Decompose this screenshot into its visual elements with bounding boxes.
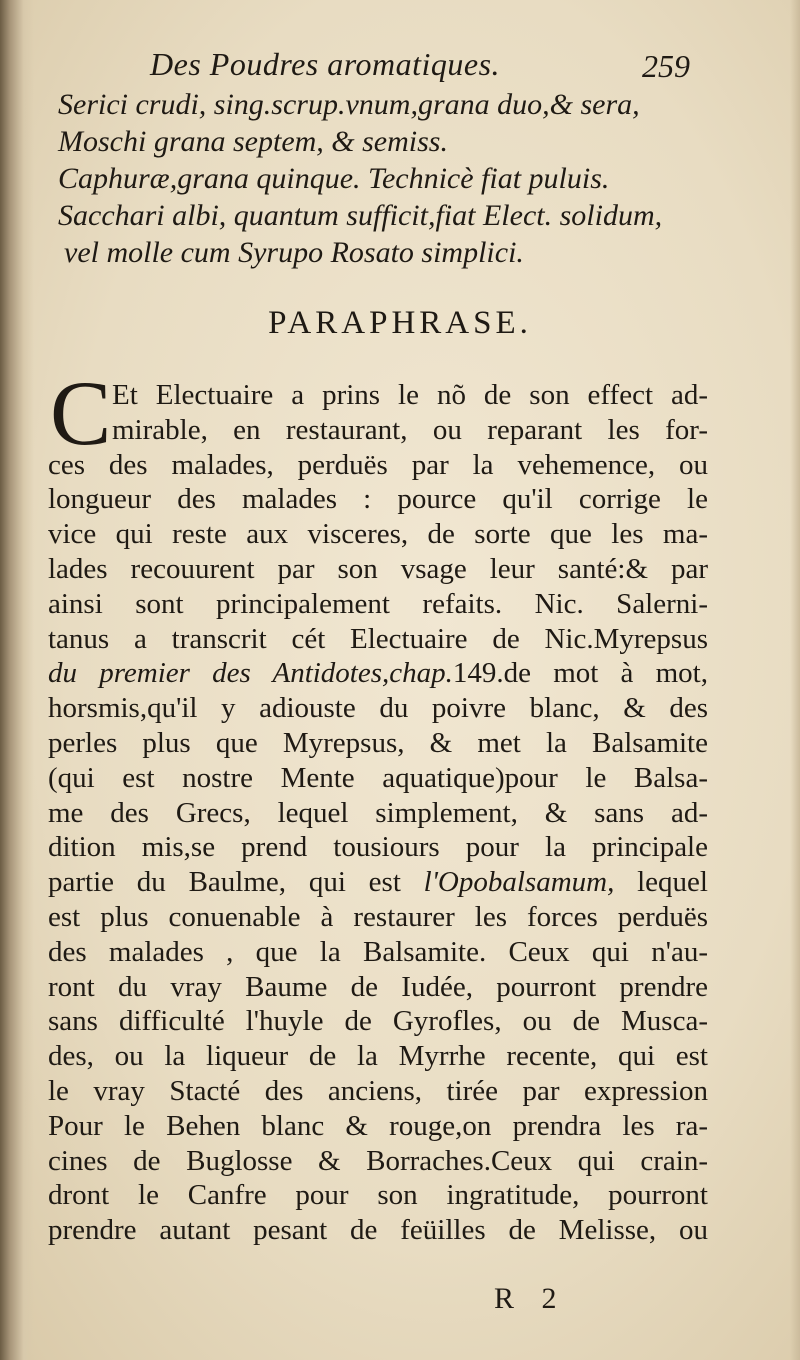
text-line: (qui est nostre Mente aquatique)pour le Balsa-	[48, 761, 708, 794]
text-run: 149.de mot à mot,	[452, 657, 708, 690]
text-run: lequel	[614, 866, 708, 899]
recipe-line: Sacchari albi, quantum sufficit,fiat Elect. solidum,	[58, 199, 663, 232]
text-line: Pour le Behen blanc & rouge,on prendra les ra-	[48, 1109, 708, 1142]
text-line: perles plus que Myrepsus, & met la Balsamite	[48, 726, 708, 759]
text-line: ainsi sont principalement refaits. Nic. Salerni-	[48, 587, 708, 620]
italic-reference: du premier des Antidotes,chap.	[48, 657, 453, 690]
text-line: est plus conuenable à restaurer les forces perduës	[48, 900, 708, 933]
text-line: cines de Buglosse & Borraches.Ceux qui crain-	[48, 1144, 708, 1177]
text-line	[48, 656, 708, 691]
text-line: Et Electuaire a prins le nõ de son effect ad-	[112, 379, 708, 411]
page-edge	[790, 0, 800, 1360]
text-line: dition mis,se prend tousiours pour la principale	[48, 831, 708, 864]
recipe-line: Caphuræ,grana quinque. Technicè fiat puluis.	[58, 162, 610, 195]
recipe-block	[58, 86, 758, 271]
binding-gutter	[0, 0, 34, 1360]
text-line: prendre autant pesant de feüilles de Melisse, ou	[48, 1214, 708, 1247]
text-line: ces des malades, perduës par la vehemence, ou	[48, 448, 708, 481]
paraphrase-paragraph	[48, 362, 708, 1248]
text-line: lades recouurent par son vsage leur santé:& par	[48, 552, 708, 585]
running-head	[150, 40, 690, 90]
text-line: ront du vray Baume de Iudée, pourront prendre	[48, 970, 708, 1003]
text-line	[48, 865, 708, 900]
section-heading: PARAPHRASE.	[268, 305, 532, 341]
text-line: mirable, en restaurant, ou reparant les for-	[112, 413, 708, 446]
text-line: des, ou la liqueur de la Myrrhe recente, qui est	[48, 1040, 708, 1073]
running-title: Des Poudres aromatiques.	[150, 46, 501, 82]
recipe-line: Moschi grana septem, & semiss.	[58, 125, 448, 158]
text-line: vice qui reste aux visceres, de sorte que les ma-	[48, 518, 708, 551]
drop-cap: C	[50, 362, 112, 464]
signature-mark: R 2	[494, 1282, 567, 1315]
text-line: tanus a transcrit cét Electuaire de Nic.Myrepsus	[48, 622, 708, 655]
recipe-line: vel molle cum Syrupo Rosato simplici.	[64, 236, 524, 269]
page-number: 259	[642, 48, 690, 84]
text-line: sans difficulté l'huyle de Gyrofles, ou de Musca-	[48, 1005, 708, 1038]
text-line: me des Grecs, lequel simplement, & sans ad-	[48, 796, 708, 829]
text-line: longueur des malades : pource qu'il corrige le	[48, 483, 708, 516]
text-line: horsmis,qu'il y adiouste du poivre blanc, & des	[48, 692, 708, 725]
text-run: partie du Baulme, qui est	[48, 866, 424, 899]
text-line: des malades , que la Balsamite. Ceux qui n'au-	[48, 935, 708, 968]
italic-term: l'Opobalsamum,	[423, 866, 615, 899]
text-line: le vray Stacté des anciens, tirée par expression	[48, 1074, 708, 1107]
recipe-line: Serici crudi, sing.scrup.vnum,grana duo,& sera,	[58, 88, 640, 121]
text-line: dront le Canfre pour son ingratitude, pourront	[48, 1179, 708, 1212]
